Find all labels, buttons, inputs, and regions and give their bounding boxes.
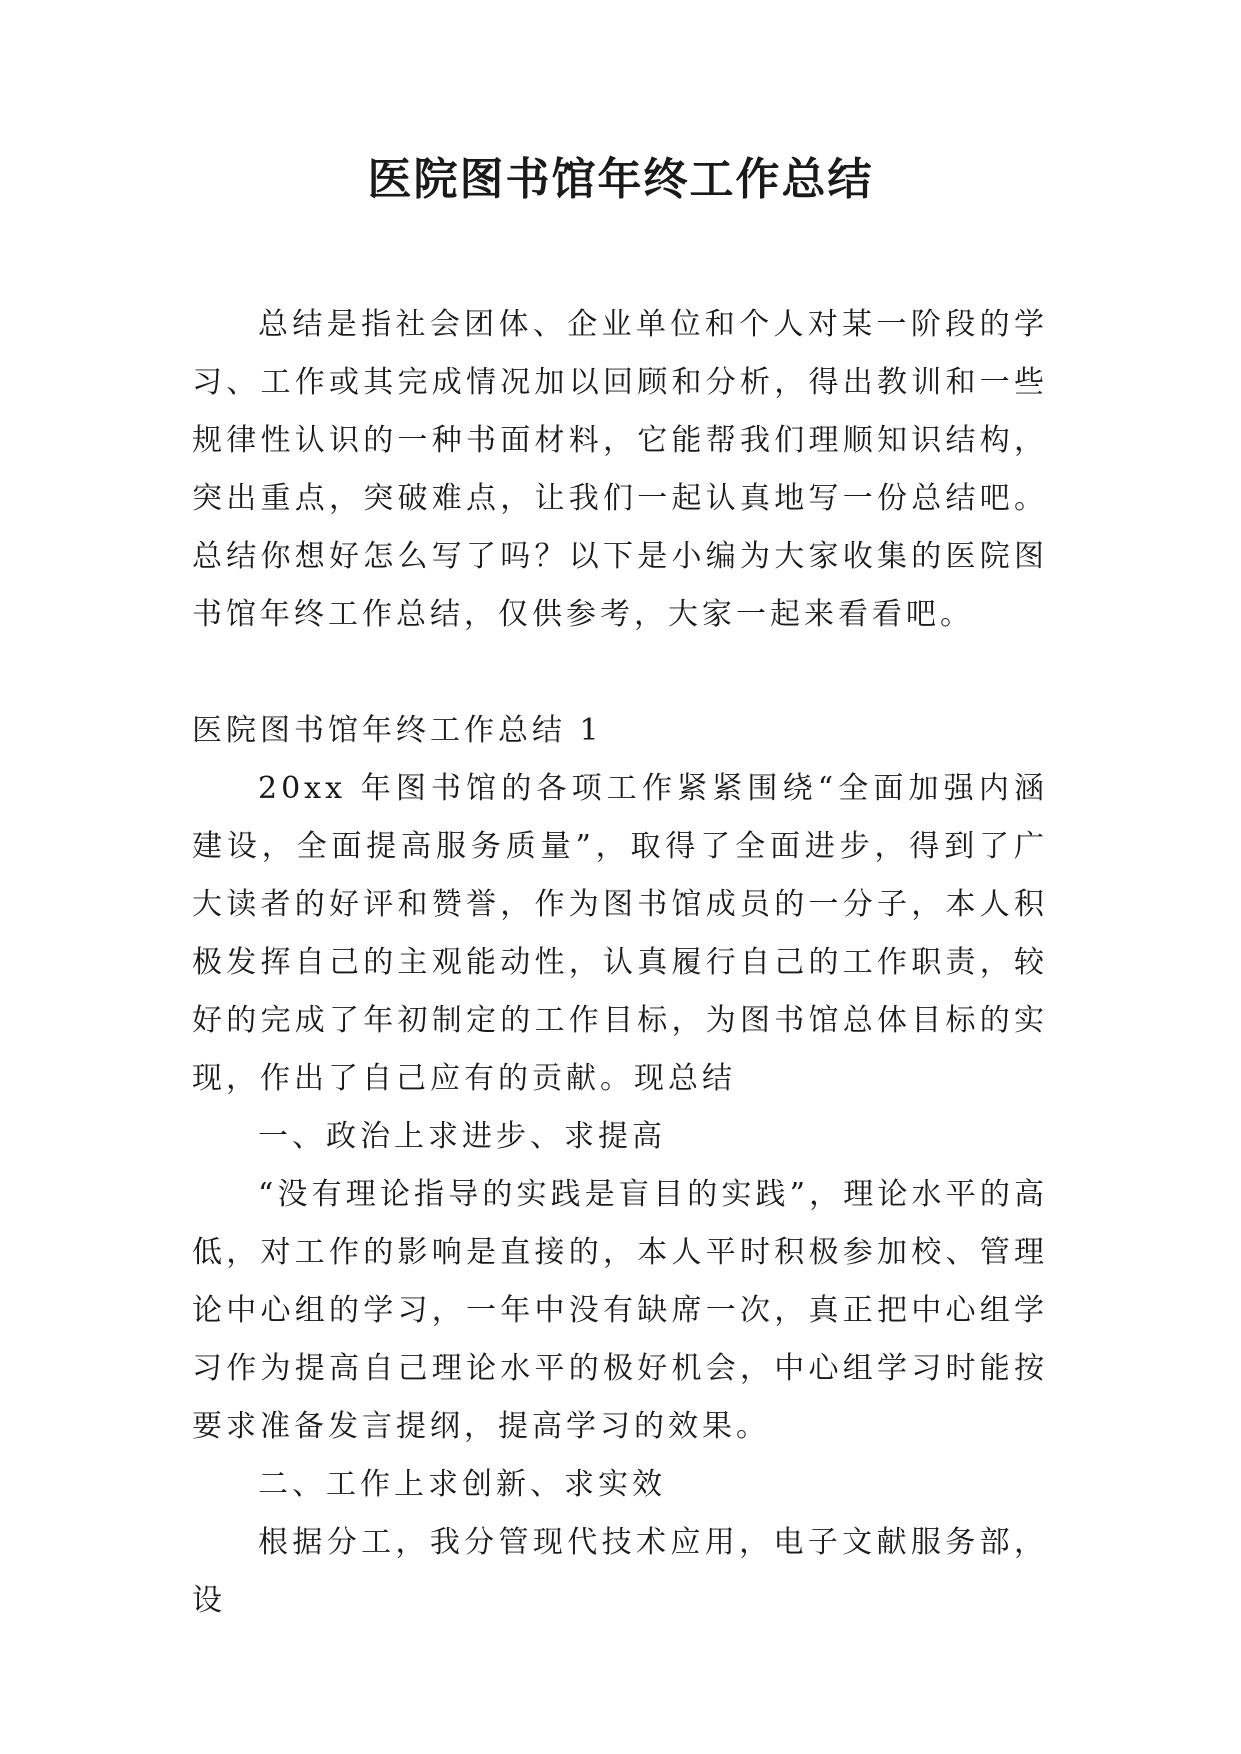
intro-paragraph: 总结是指社会团体、企业单位和个人对某一阶段的学习、工作或其完成情况加以回顾和分析，得出教训和一些规律性认识的一种书面材料，它能帮我们理顺知识结构，突出重点，突破难点，让我们一起认真地写一份总结吧。总结你想好怎么写了吗？以下是小编为大家收集的医院图书馆年终工作总结，仅供参考，大家一起来看看吧。 bbox=[192, 307, 1048, 632]
heading-politics: 一、政治上求进步、求提高 bbox=[258, 1119, 666, 1154]
paragraph-3: 根据分工，我分管现代技术应用，电子文献服务部，设 bbox=[192, 1525, 1048, 1618]
paragraph-1: 20xx 年图书馆的各项工作紧紧围绕“全面加强内涵建设，全面提高服务质量”，取得了全面进步，得到了广大读者的好评和赞誉，作为图书馆成员的一分子，本人积极发挥自己的主观能动性，认真履行自己的工作职责，较好的完成了年初制定的工作目标，为图书馆总体目标的实现，作出了自己应有的贡献。现总结 bbox=[192, 771, 1048, 1096]
document-body bbox=[192, 296, 1048, 1630]
heading-work: 二、工作上求创新、求实效 bbox=[258, 1467, 666, 1502]
section-title: 医院图书馆年终工作总结 1 bbox=[192, 713, 603, 748]
paragraph-2: “没有理论指导的实践是盲目的实践”，理论水平的高低，对工作的影响是直接的，本人平时积极参加校、管理论中心组的学习，一年中没有缺席一次，真正把中心组学习作为提高自己理论水平的极好机会，中心组学习时能按要求准备发言提纲，提高学习的效果。 bbox=[192, 1177, 1048, 1444]
document-title: 医院图书馆年终工作总结 bbox=[367, 154, 874, 205]
